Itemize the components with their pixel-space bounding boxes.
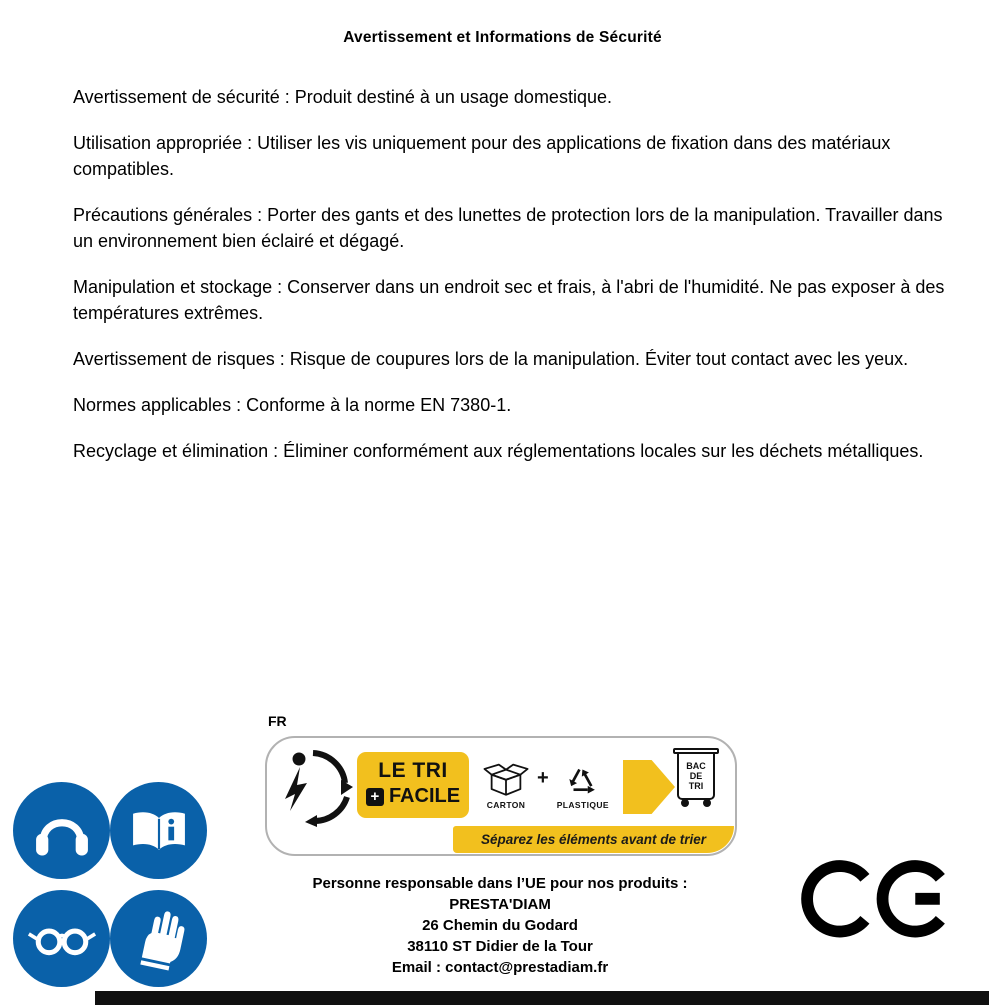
info-tri-recycling-label (265, 736, 737, 856)
tri-headline-1: LE TRI (378, 759, 448, 782)
ear-protection-icon (26, 795, 98, 867)
bin-text-line1: BAC (686, 760, 706, 771)
address-line-2: 38110 ST Didier de la Tour (407, 938, 593, 955)
paragraph-general-precautions: Précautions générales : Porter des gants et des lunettes de protection lors de la manipulation. Travailler dans un environnement bien éclairé et dégagé. (73, 205, 943, 251)
bottom-cropped-bar (95, 991, 989, 1005)
wear-gloves-sign (110, 890, 207, 987)
bin-body (677, 754, 715, 800)
company-name: PRESTA'DIAM (449, 896, 551, 913)
paragraph-risk-warning: Avertissement de risques : Risque de coupures lors de la manipulation. Éviter tout contact avec les yeux. (73, 349, 909, 369)
cardboard-box-icon (483, 760, 529, 798)
ce-marking (798, 857, 948, 941)
material-plastique-label: PLASTIQUE (556, 800, 609, 810)
paragraph-safety-warning: Avertissement de sécurité : Produit destiné à un usage domestique. (73, 87, 612, 107)
paragraph-applicable-standards: Normes applicables : Conforme à la norme EN 7380-1. (73, 395, 512, 415)
tri-headline-2-text: FACILE (388, 785, 461, 807)
materials-plus-sign: + (537, 766, 549, 789)
sorting-bin-icon (669, 748, 723, 807)
sorting-tagline: Séparez les éléments avant de trier (453, 826, 734, 853)
page-title: Avertissement et Informations de Sécurité (343, 29, 662, 46)
paragraph-recycling-disposal: Recyclage et élimination : Éliminer conformément aux réglementations locales sur les déchets métalliques. (73, 441, 924, 461)
tri-headline-2 (357, 785, 469, 808)
sortable-materials (473, 752, 619, 818)
responsible-intro: Personne responsable dans l’UE pour nos produits : (312, 875, 688, 892)
bin-text-line2: DE (689, 770, 703, 781)
recycling-triangle-icon (563, 760, 603, 798)
bin-text-line3: TRI (688, 781, 704, 792)
le-tri-facile-badge (357, 752, 469, 818)
read-manual-sign (110, 782, 207, 879)
material-carton (483, 760, 529, 810)
protective-glove-icon (123, 903, 195, 975)
material-carton-label: CARTON (486, 800, 526, 810)
bin-wheels (681, 799, 711, 807)
plus-icon: + (366, 788, 384, 806)
mandatory-pictograms (13, 782, 207, 987)
safety-paragraphs (73, 84, 958, 484)
address-line-1: 26 Chemin du Godard (422, 917, 578, 934)
arrow-right-icon (623, 760, 675, 814)
country-code-label: FR (268, 713, 287, 729)
safety-goggles-icon (26, 903, 98, 975)
sorting-bin-zone (617, 746, 731, 828)
contact-email: Email : contact@prestadiam.fr (391, 959, 609, 976)
paragraph-appropriate-use: Utilisation appropriée : Utiliser les vis uniquement pour des applications de fixation dans des matériaux compatibles. (73, 133, 891, 179)
wear-eye-protection-sign (13, 890, 110, 987)
triman-logo (275, 746, 355, 828)
wear-ear-protection-sign (13, 782, 110, 879)
paragraph-handling-storage: Manipulation et stockage : Conserver dans un endroit sec et frais, à l'abri de l'humidité. Ne pas exposer à des températures extrêmes. (73, 277, 945, 323)
eu-responsible-block (250, 873, 750, 978)
ce-mark-icon (798, 857, 948, 941)
material-plastique (557, 760, 609, 810)
instruction-manual-icon (123, 795, 195, 867)
triman-icon (275, 746, 355, 828)
